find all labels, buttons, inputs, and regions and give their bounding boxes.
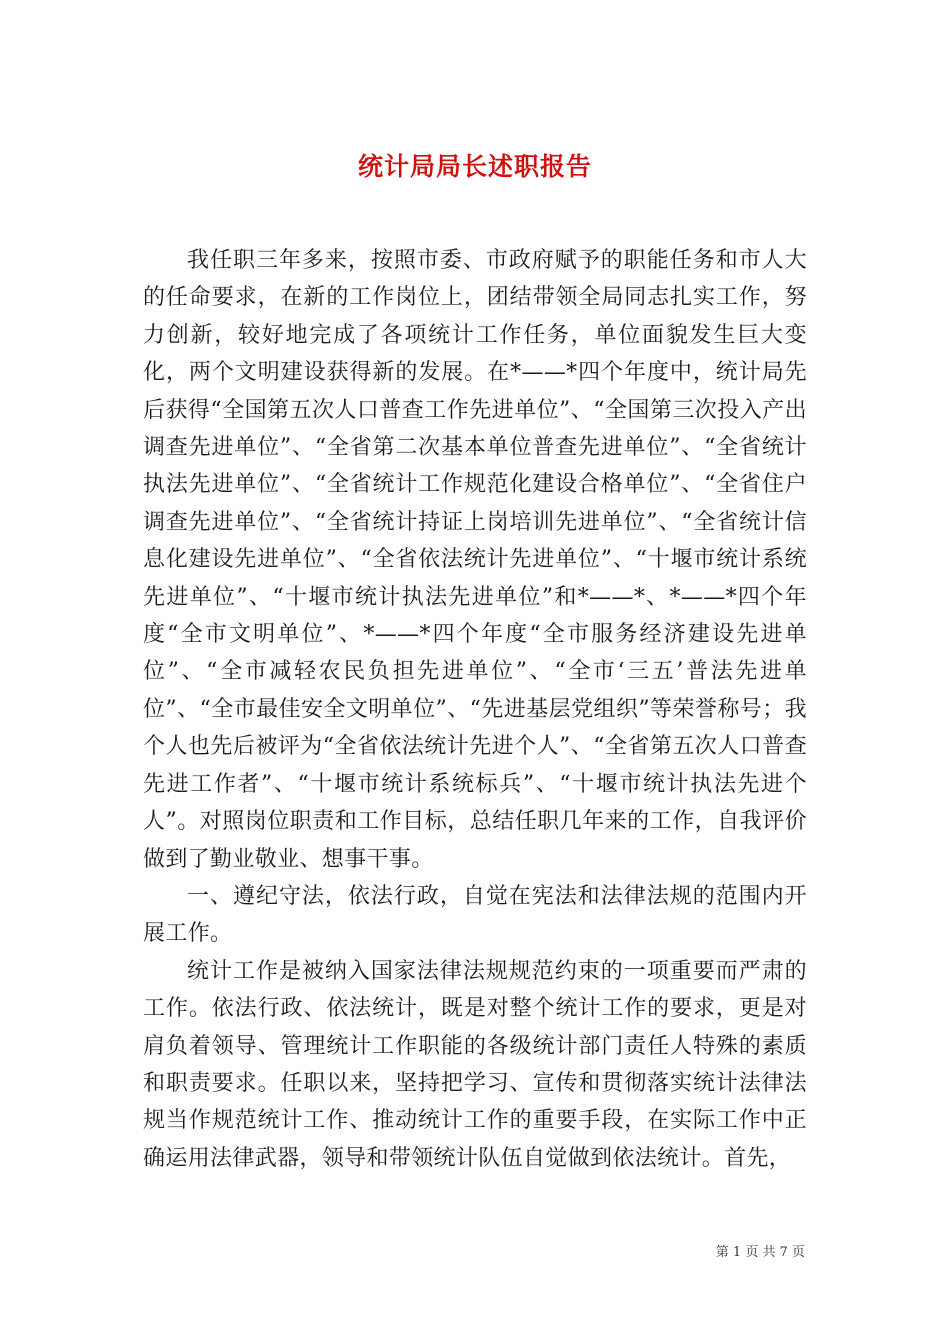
section-heading-1: 一、遵纪守法，依法行政，自觉在宪法和法律法规的范围内开展工作。 [143,883,807,947]
document-body [143,242,807,1177]
body-paragraph-section-1: 统计工作是被纳入国家法律法规规范约束的一项重要而严肃的工作。依法行政、依法统计，既是对整个统计工作的要求，更是对肩负着领导、管理统计工作职能的各级统计部门责任人特殊的素质和职责要求。任职以来，坚持把学习、宣传和贯彻落实统计法律法规当作规范统计工作、推动统计工作的重要手段，在实际工作中正确运用法律武器，领导和带领统计队伍自觉做到依法统计。首先， [143,958,807,1171]
document-title: 统计局局长述职报告 [357,151,592,181]
page-number: 第 1 页 共 7 页 [715,1245,805,1260]
body-paragraph-intro: 我任职三年多来，按照市委、市政府赋予的职能任务和市人大的任命要求，在新的工作岗位上，团结带领全局同志扎实工作，努力创新，较好地完成了各项统计工作任务，单位面貌发生巨大变化，两个文明建设获得新的发展。在*——*四个年度中，统计局先后获得“全国第五次人口普查工作先进单位”、“全国第三次投入产出调查先进单位”、“全省第二次基本单位普查先进单位”、“全省统计执法先进单位”、“全省统计工作规范化建设合格单位”、“全省住户调查先进单位”、“全省统计持证上岗培训先进单位”、“全省统计信息化建设先进单位”、“全省依法统计先进单位”、“十堰市统计系统先进单位”、“十堰市统计执法先进单位”和*——*、*——*四个年度“全市文明单位”、*——*四个年度“全市服务经济建设先进单位”、“全市减轻农民负担先进单位”、“全市‘三五’普法先进单位”、“全市最佳安全文明单位”、“先进基层党组织”等荣誉称号；我个人也先后被评为“全省依法统计先进个人”、“全省第五次人口普查先进工作者”、“十堰市统计系统标兵”、“十堰市统计执法先进个人”。对照岗位职责和工作目标，总结任职几年来的工作，自我评价做到了勤业敬业、想事干事。 [143,248,807,872]
